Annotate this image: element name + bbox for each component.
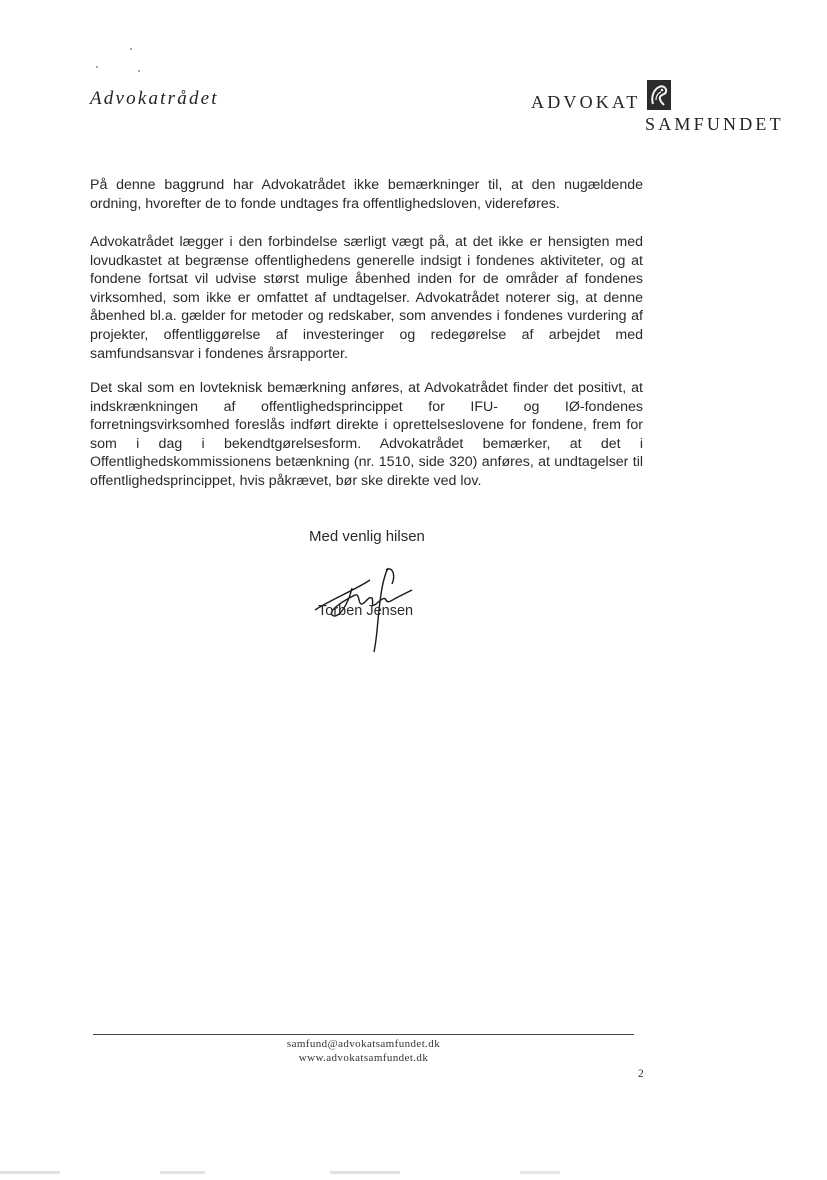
logo-text-samfundet: SAMFUNDET (645, 114, 784, 134)
body-paragraph: Det skal som en lovteknisk bemærkning anføres, at Advokatrådet finder det positivt, at indskrænkningen af offentlighedsprincippet for IFU- og IØ-fondenes forretningsvirksomhed foreslås indført direkte i oprettelseslovene for fondene, frem for som i dag i bekendtgørelsesform. Advokatrådet bemærker, at det i Offentlighedskommissionens betænkning (nr. 1510, side 320) anføres, at undtagelser til offentlighedsprincippet, hvis påkrævet, bør ske direkte ved lov. (90, 380, 643, 489)
footer-divider (93, 1034, 634, 1035)
page-number: 2 (638, 1068, 644, 1080)
logo-text-advokat: ADVOKAT (531, 92, 641, 112)
closing-greeting: Med venlig hilsen (309, 528, 425, 545)
footer-email: samfund@advokatsamfundet.dk (286, 1038, 441, 1050)
footer-website: www.advokatsamfundet.dk (298, 1052, 429, 1064)
header-title: Advokatrådet (90, 88, 219, 109)
scan-speck (138, 70, 140, 72)
body-paragraph: På denne baggrund har Advokatrådet ikke bemærkninger til, at den nugældende ordning, hvorefter de to fonde undtages fra offentlighedsloven, videreføres. (90, 177, 643, 212)
body-paragraph: Advokatrådet lægger i den forbindelse særligt vægt på, at det ikke er hensigten med lovudkastet at begrænse offentlighedens generelle indsigt i fondenes aktiviteter, og at fondene fortsat vil udvise størst mulige åbenhed inden for de områder af fondenes virksomhed, som ikke er omfattet af undtagelser. Advokatrådet noterer sig, at denne åbenhed bl.a. gælder for metoder og redskaber, som anvendes i fondenes vurdering af projekter, offentliggørelse af investeringer og redegørelse af arbejdet med samfundsansvar i fondenes årsrapporter. (90, 234, 643, 362)
scan-edge-marks (0, 1162, 827, 1168)
scan-speck (96, 66, 98, 68)
advokatsamfundet-seal-icon (647, 80, 671, 110)
signer-name: Torben Jensen (318, 603, 414, 619)
scan-speck (130, 48, 132, 50)
